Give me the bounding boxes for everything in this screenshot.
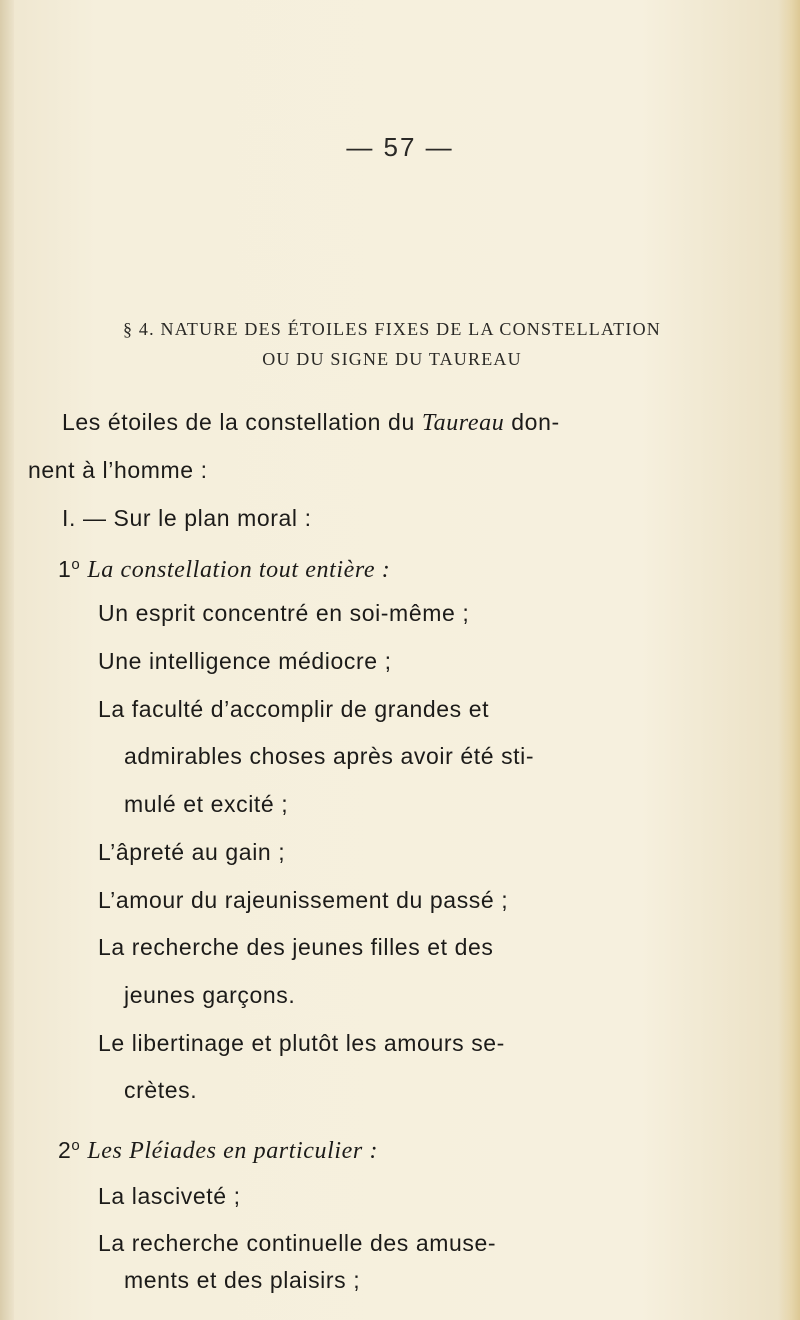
list-item: Le libertinage et plutôt les amours se-	[98, 1030, 505, 1056]
list-item: La recherche continuelle des amuse-	[98, 1230, 497, 1256]
subsection-2-sup: o	[71, 1137, 81, 1154]
list-item: La lasciveté ;	[98, 1183, 241, 1209]
list-item-continuation: crètes.	[124, 1077, 198, 1103]
list-item-continuation: mulé et excité ;	[124, 791, 289, 817]
list-item: L’âpreté au gain ;	[98, 839, 286, 865]
subsection-2-title: Les Pléiades en particulier :	[87, 1138, 379, 1164]
list-item: La recherche des jeunes filles et des	[98, 934, 494, 960]
intro-line-2: nent à l’homme :	[28, 457, 208, 483]
list-item-continuation: ments et des plaisirs ;	[124, 1267, 361, 1293]
intro-taurus-italic: Taureau	[421, 410, 505, 436]
list-item-continuation: admirables choses après avoir été sti-	[124, 743, 535, 769]
subsection-1-number: 1	[58, 556, 72, 582]
list-item: L’amour du rajeunissement du passé ;	[98, 887, 509, 913]
page-right-edge	[778, 0, 800, 1320]
subsection-1-sup: o	[71, 556, 81, 573]
section-heading-line-2: OU DU SIGNE DU TAUREAU	[262, 349, 522, 369]
section-heading-line-1: § 4. NATURE DES ÉTOILES FIXES DE LA CONSTELLATION	[123, 319, 661, 339]
intro-text-start: Les étoiles de la constellation du	[62, 409, 422, 435]
intro-text-end: don-	[504, 409, 560, 435]
subsection-2-heading	[58, 1131, 378, 1166]
subsection-1-title: La constellation tout entière :	[87, 557, 391, 583]
subsection-2-number: 2	[58, 1137, 72, 1163]
page-number: — 57 —	[346, 132, 454, 162]
subsection-1-heading	[58, 550, 390, 585]
list-item: Une intelligence médiocre ;	[98, 648, 392, 674]
list-item: Un esprit concentré en soi-même ;	[98, 600, 470, 626]
list-item: La faculté d’accomplir de grandes et	[98, 696, 490, 722]
intro-line-1	[62, 407, 560, 438]
section-heading	[62, 314, 722, 374]
part-heading: I. — Sur le plan moral :	[62, 505, 312, 531]
page-left-edge	[0, 0, 14, 1320]
list-item-continuation: jeunes garçons.	[124, 982, 296, 1008]
